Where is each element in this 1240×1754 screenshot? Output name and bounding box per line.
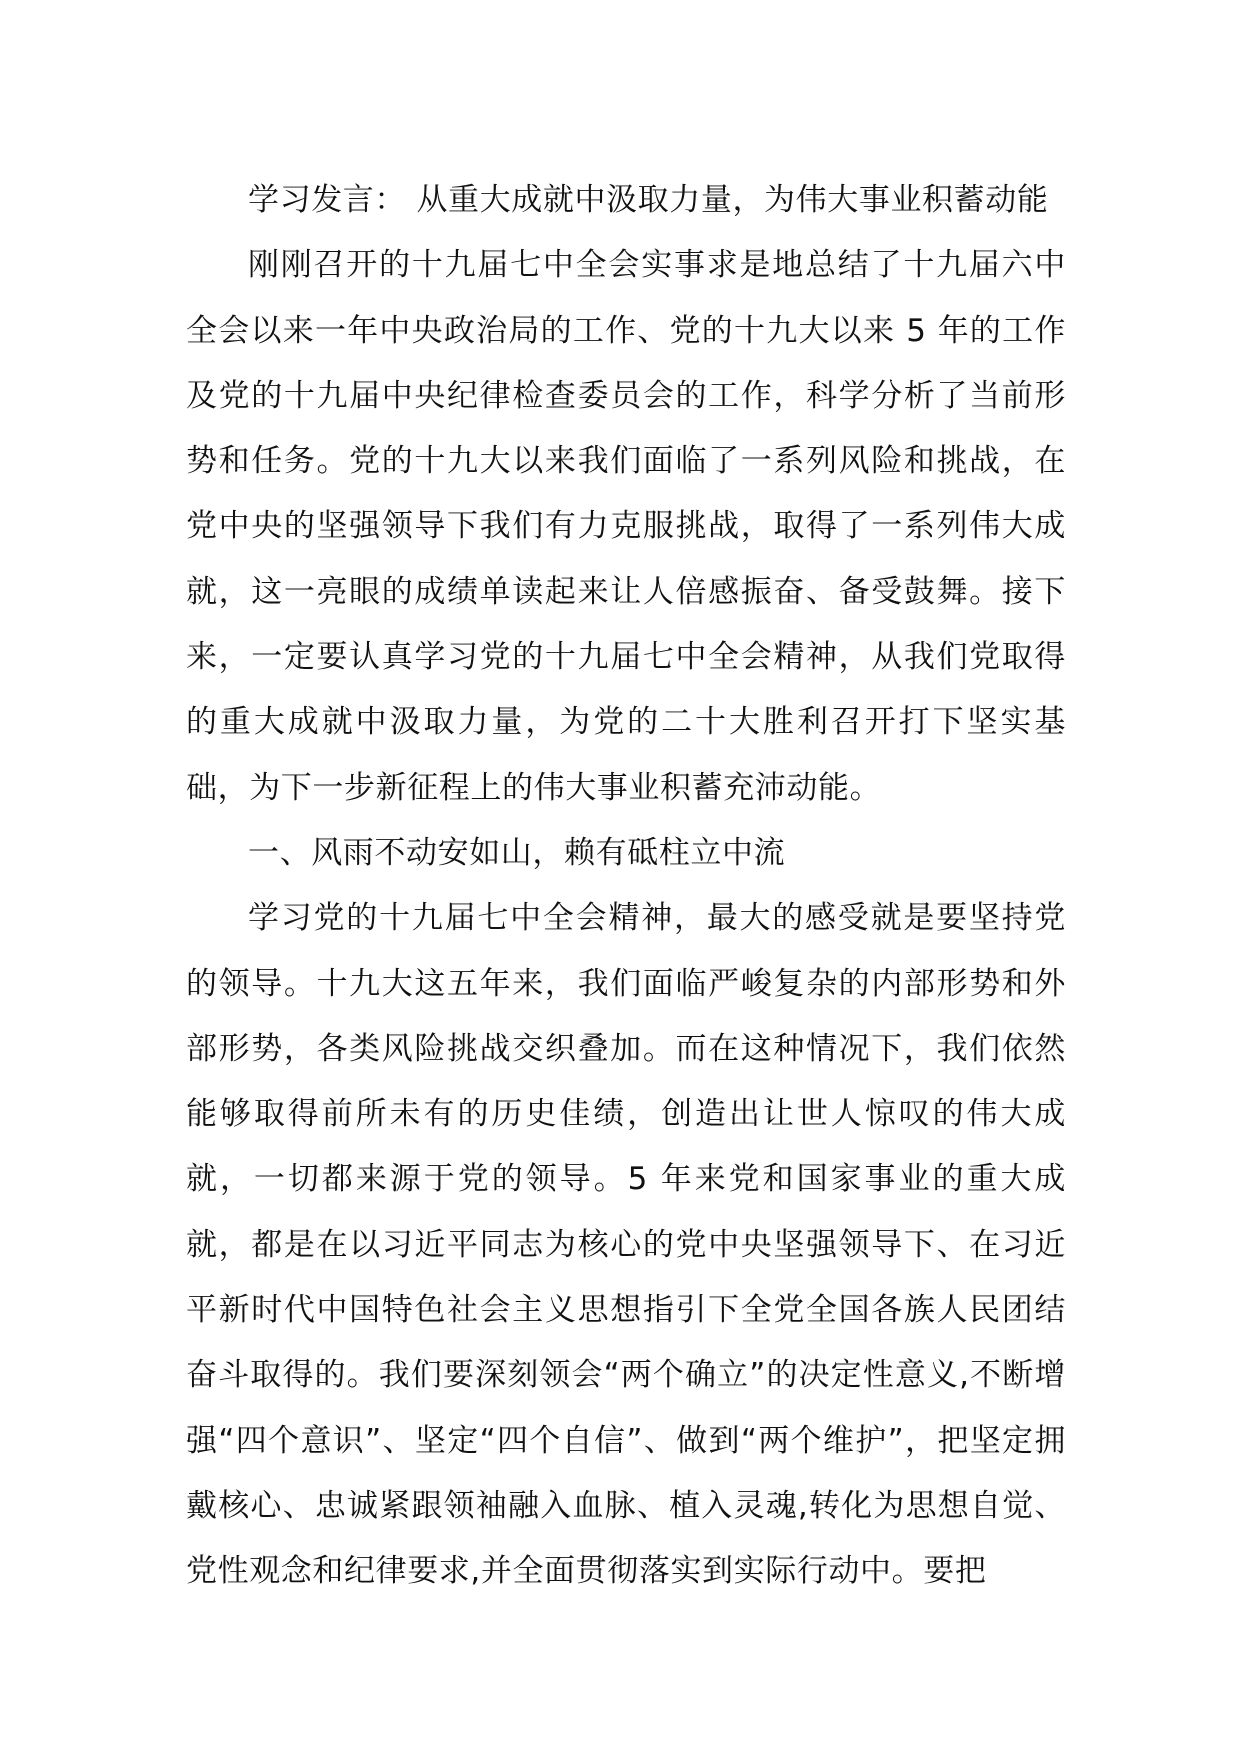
document-title: 学习发言： 从重大成就中汲取力量，为伟大事业积蓄动能 <box>248 182 1049 218</box>
paragraph: 刚刚召开的十九届七中全会实事求是地总结了十九届六中全会以来一年中央政治局的工作、党的十九大以来 5 年的工作及党的十九届中央纪律检查委员会的工作，科学分析了当前形势和任务。党的十九大以来我们面临了一系列风险和挑战，在党中央的坚强领导下我们有力克服挑战，取得了一系列伟大成就，这一亮眼的成绩单读起来让人倍感振奋、备受鼓舞。接下来，一定要认真学习党的十九届七中全会精神，从我们党取得的重大成就中汲取力量，为党的二十大胜利召开打下坚实基础，为下一步新征程上的伟大事业积蓄充沛动能。 <box>186 247 1066 806</box>
paragraph: 学习党的十九届七中全会精神，最大的感受就是要坚持党的领导。十九大这五年来，我们面临严峻复杂的内部形势和外部形势，各类风险挑战交织叠加。而在这种情况下，我们依然能够取得前所未有的历史佳绩，创造出让世人惊叹的伟大成就，一切都来源于党的领导。5 年来党和国家事业的重大成就，都是在以习近平同志为核心的党中央坚强领导下、在习近平新时代中国特色社会主义思想指引下全党全国各族人民团结奋斗取得的。我们要深刻领会“两个确立”的决定性意义,不断增强“四个意识”、坚定“四个自信”、做到“两个维护”，把坚定拥戴核心、忠诚紧跟领袖融入血脉、植入灵魂,转化为思想自觉、党性观念和纪律要求,并全面贯彻落实到实际行动中。要把 <box>186 900 1066 1590</box>
section-heading: 一、风雨不动安如山，赖有砥柱立中流 <box>248 834 786 871</box>
document-body <box>186 168 1066 1605</box>
